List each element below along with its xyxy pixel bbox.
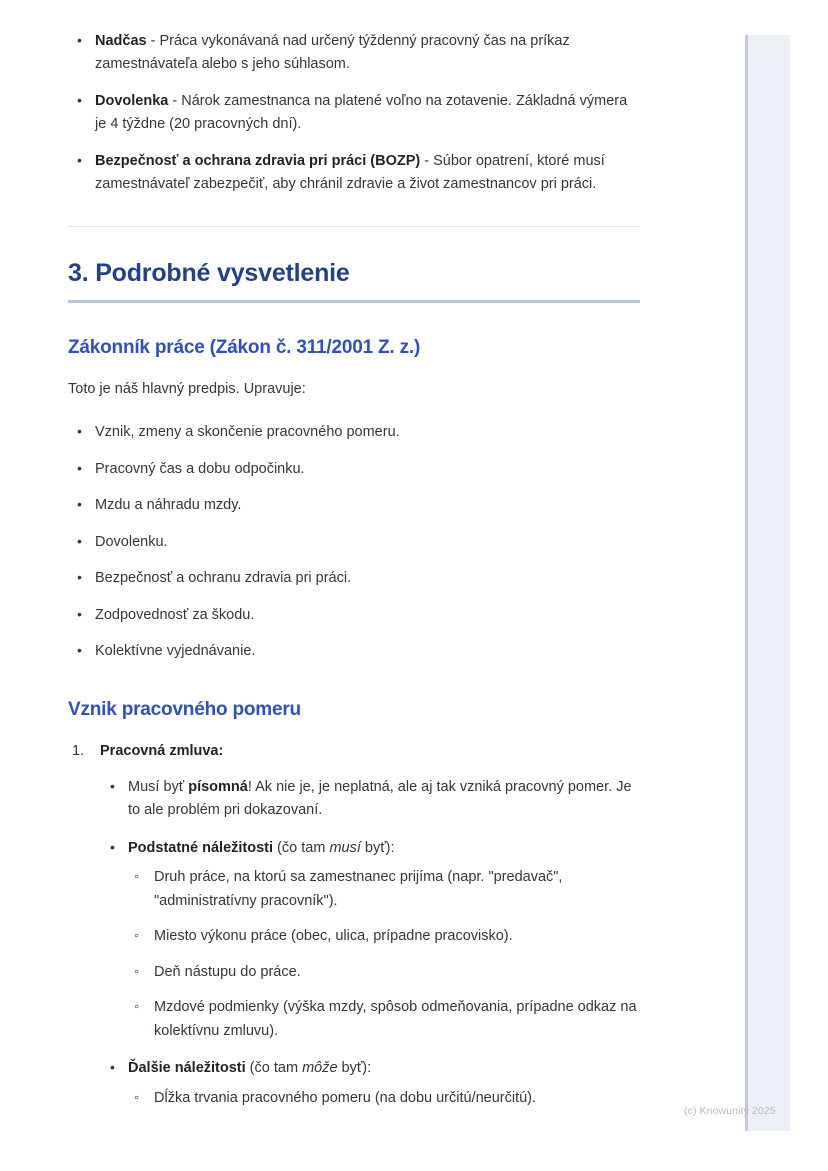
dalsie-nalezitosti-sublist (128, 1087, 640, 1110)
glossary-separator: - (168, 92, 182, 109)
list-item-label: Mzdové podmienky (výška mzdy, spôsob odmeňovania, prípadne odkaz na kolektívnu zmluvu). (154, 999, 637, 1039)
list-item-label: Dovolenku. (95, 533, 168, 550)
list-item (128, 996, 640, 1043)
list-item (68, 30, 640, 77)
bullet-bold-text: Podstatné náležitosti (128, 839, 274, 856)
list-item (68, 458, 640, 481)
list-item-label: Kolektívne vyjednávanie. (95, 643, 256, 660)
intro-paragraph: Toto je náš hlavný predpis. Upravuje: (68, 380, 306, 397)
list-item-label: Dĺžka trvania pracovného pomeru (na dobu určitú/neurčitú). (154, 1089, 537, 1106)
vznik-ordered-list (68, 740, 640, 1110)
glossary-list (68, 30, 640, 197)
bullet-bold-text: písomná (188, 778, 248, 795)
list-item-label: Bezpečnosť a ochranu zdravia pri práci. (95, 570, 352, 587)
list-item-label: Deň nástupu do práce. (154, 963, 301, 980)
glossary-definition: Práca vykonávaná nad určený týždenný pracovný čas na príkaz zamestnávateľa alebo s jeho súhlasom. (95, 33, 570, 73)
bullet-italic-text: môže (302, 1060, 338, 1077)
bullet-paren-close: byť): (337, 1060, 372, 1077)
spacer (68, 407, 640, 421)
glossary-separator: - (420, 152, 434, 169)
bullet-paren-close: byť): (360, 839, 395, 856)
page-footer-copyright: (c) Knowunity 2025 (684, 1105, 776, 1117)
pracovna-zmluva-sublist (100, 776, 640, 1110)
list-item (68, 604, 640, 627)
list-item-label: Pracovný čas a dobu odpočinku. (95, 460, 305, 477)
bullet-italic-text: musí (329, 839, 361, 856)
section-divider (68, 226, 640, 227)
list-item (100, 776, 640, 823)
glossary-definition: Nárok zamestnanca na platené voľno na zotavenie. Základná výmera je 4 týždne (20 pracovných dní). (95, 92, 628, 133)
list-item (68, 640, 640, 663)
list-item (128, 961, 640, 984)
list-item (68, 567, 640, 590)
glossary-term: Dovolenka (95, 92, 169, 109)
list-item-label: Vznik, zmeny a skončenie pracovného pomeru. (95, 424, 400, 441)
zakonnik-scope-list (68, 421, 640, 663)
bullet-rest-text: ! Ak nie je, je neplatná, ale aj tak vzniká pracovný pomer. Je to ale problém pri dokazovaní. (128, 778, 632, 819)
page-title: 3. Podrobné vysvetlenie (68, 258, 640, 303)
list-item-label: Zodpovednosť za škodu. (95, 606, 255, 623)
list-marker: 1. (72, 743, 85, 760)
glossary-term: Bezpečnosť a ochrana zdravia pri práci (BOZP) (95, 152, 421, 169)
page-side-strip (745, 35, 790, 1131)
list-item-label: Druh práce, na ktorú sa zamestnanec prijíma (napr. "predavač", "administratívny pracovník"). (154, 869, 563, 909)
list-item (128, 925, 640, 948)
podstatne-nalezitosti-sublist (128, 866, 640, 1043)
list-item (68, 494, 640, 517)
list-item (68, 740, 640, 1110)
list-item (100, 837, 640, 1043)
list-item (68, 421, 640, 444)
bullet-paren-open: (čo tam (273, 839, 330, 856)
list-item-label: Miesto výkonu práce (obec, ulica, prípadne pracovisko). (154, 928, 513, 945)
glossary-separator: - (146, 33, 160, 49)
bullet-paren-open: (čo tam (245, 1060, 303, 1077)
bullet-lead-text: Musí byť (128, 778, 189, 795)
glossary-definition: Súbor opatrení, ktoré musí zamestnávateľ zabezpečiť, aby chránil zdravie a život zamestnancov pri práci. (95, 152, 605, 193)
list-item (68, 531, 640, 554)
ordered-item-label: Pracovná zmluva: (100, 743, 224, 760)
subsection-heading-vznik-pracovneho-pomeru: Vznik pracovného pomeru (68, 698, 301, 720)
list-item (128, 866, 640, 913)
list-item (128, 1087, 640, 1110)
subsection-heading-zakonnik-prace: Zákonník práce (Zákon č. 311/2001 Z. z.) (68, 336, 421, 358)
bullet-bold-text: Ďalšie náležitosti (128, 1060, 246, 1077)
list-item-label: Mzdu a náhradu mzdy. (95, 497, 242, 514)
list-item (68, 150, 640, 197)
glossary-term: Nadčas (95, 33, 147, 49)
list-item (100, 1057, 640, 1110)
list-item (68, 90, 640, 137)
